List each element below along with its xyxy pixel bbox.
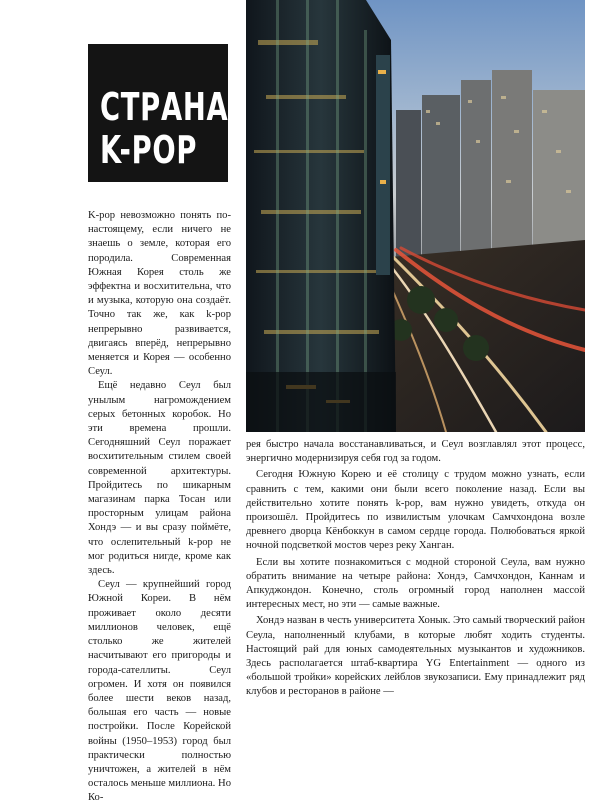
title-box bbox=[88, 44, 228, 182]
paragraph: Если вы хотите познакомиться с модной стороной Сеула, вам нужно обратить внимание на четыре района: Хондэ, Самчхондон, Каннам и Апкуджондон. Конечно, столь огромный город наполнен массой интересных мест, но эти — самые важные. bbox=[246, 556, 585, 611]
paragraph: Сеул — крупнейший город Южной Кореи. В нём проживает около десяти миллионов человек, ещё столько же жителей насчитывают его пригороды и города-сателлиты. Сеул огромен. И хотя он появился более шести веков назад, большая его часть — новые постройки. После Корейской войны (1950–1953) город был практически полностью уничтожен, а жителей в нём осталось меньше миллиона. Но Ко- bbox=[88, 579, 231, 804]
title-line-1: СТРАНА bbox=[100, 85, 229, 129]
paragraph: K-pop невозможно понять по-настоящему, если ничего не знаешь о земле, которая его породила. Современная Южная Корея столь же эффектна и восхитительна, что и музыка, которую она создаёт. Точно так же, как k-pop непрерывно развивается, двигаясь вперёд, непрерывно меняется и Корея — особенно Сеул. bbox=[88, 210, 231, 378]
paragraph: Хондэ назван в честь университета Хонык. Это самый творческий район Сеула, наполненный клубами, в которые любят ходить студенты. Настоящий рай для юных самодеятельных музыкантов и художников. Здесь располагается штаб-квартира YG Entertainment — одного из «большой тройки» корейских лейблов звукозаписи. Ему принадлежит ряд клубов и ресторанов в районе — bbox=[246, 615, 585, 698]
right-text-column bbox=[246, 438, 585, 700]
title-line-2: K-POP bbox=[100, 128, 198, 172]
paragraph-continuation: рея быстро начала восстанавливаться, и Сеул возглавлял этот процесс, энергично модернизируя себя год за годом. bbox=[246, 439, 585, 465]
paragraph: Сегодня Южную Корею и её столицу с трудом можно узнать, если сравнить с тем, какими они были всего поколение назад. Если вы действительно хотите понять k-pop, вам нужно увидеть, откуда он произошёл. Пройдитесь по извилистым улочкам Самчхондона возле древнего дворца Кёнбоккун в самом сердце города. Полюбоваться яркой ночной подсветкой мостов через реку Ханган. bbox=[246, 469, 585, 552]
paragraph: Ещё недавно Сеул был унылым нагромождением серых бетонных коробок. Но эти времена прошли. Сегодняшний Сеул поражает восхитительным стилем своей современной архитектуры. Пройдитесь по шикарным магазинам парка Тосан или просторным улицам района Хондэ — и вы сразу поймёте, что ослепительный k-pop не мог родиться нигде, кроме как здесь. bbox=[88, 380, 231, 577]
left-text-column bbox=[88, 209, 231, 806]
seoul-night-photo bbox=[246, 0, 585, 432]
